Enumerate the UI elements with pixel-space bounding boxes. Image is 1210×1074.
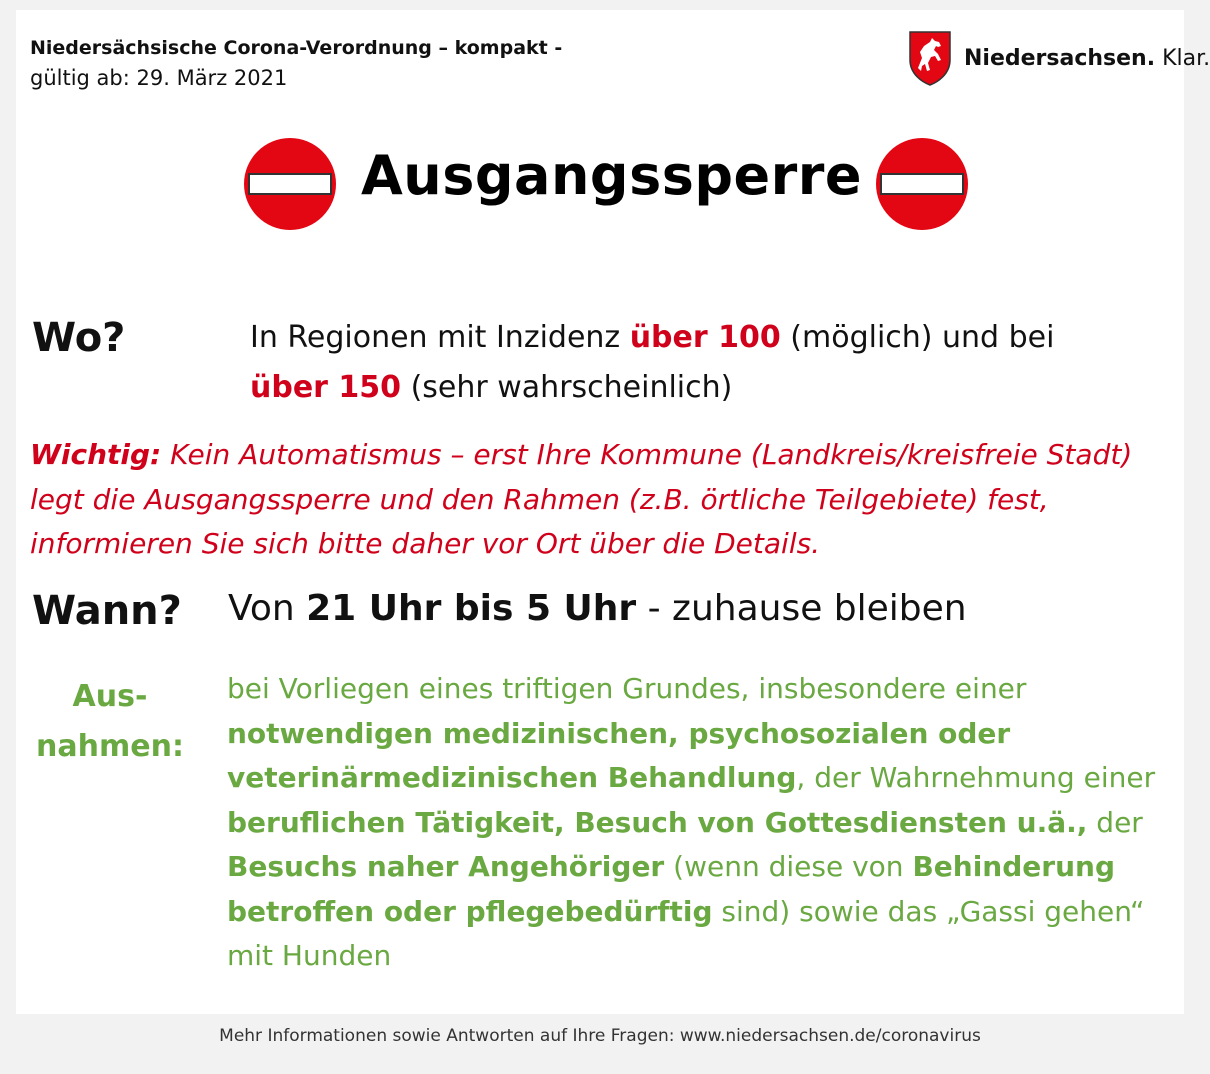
warning-label: Wichtig: — [30, 438, 162, 471]
wann-label: Wann? — [32, 588, 182, 634]
wo-text — [250, 313, 1170, 413]
wann-suffix: - zuhause bleiben — [636, 588, 967, 629]
no-entry-sign-icon — [244, 138, 336, 230]
info-card — [16, 10, 1210, 1014]
page-title: Ausgangssperre — [361, 144, 863, 207]
header-valid-date: gültig ab: 29. März 2021 — [30, 66, 288, 90]
warning-note — [30, 433, 1170, 567]
warning-text: Kein Automatismus – erst Ihre Kommune (Landkreis/kreisfreie Stadt) legt die Ausgangssperre und den Rahmen (z.B. örtliche Teilgebiete) fest, informieren Sie sich bitte daher vor Ort über die Details. — [30, 438, 1133, 560]
aus-b2: beruflichen Tätigkeit, Besuch von Gottesdiensten u.ä., — [227, 805, 1088, 839]
wo-label: Wo? — [32, 315, 126, 361]
aus-t4: (wenn diese von — [664, 850, 913, 883]
niedersachsen-logo — [908, 30, 1210, 86]
ausnahmen-text — [227, 667, 1177, 979]
ausnahmen-label — [30, 672, 190, 772]
lower-saxony-horse-shield-icon — [908, 30, 952, 86]
logo-text — [964, 46, 1210, 71]
ausnahmen-label-line2: nahmen: — [36, 729, 184, 764]
aus-t1: bei Vorliegen eines triftigen Grundes, insbesondere einer — [227, 672, 1027, 705]
title-row — [16, 130, 1184, 240]
wo-part3: (sehr wahrscheinlich) — [401, 370, 733, 405]
no-entry-sign-icon — [876, 138, 968, 230]
logo-name-light: Klar. — [1162, 45, 1210, 71]
wann-prefix: Von — [228, 588, 307, 629]
wo-part2: (möglich) und bei — [780, 320, 1055, 355]
header-title: Niedersächsische Corona-Verordnung – kompakt - — [30, 37, 563, 59]
wann-time: 21 Uhr bis 5 Uhr — [306, 588, 637, 629]
aus-b1: notwendigen medizinischen, psychosozialen oder veterinärmedizinischen Behandlung — [227, 716, 1011, 794]
aus-t3: der — [1087, 805, 1143, 839]
wo-part1: In Regionen mit Inzidenz — [250, 320, 630, 355]
logo-name-bold: Niedersachsen. — [964, 45, 1156, 71]
aus-t2: , der Wahrnehmung einer — [796, 761, 1156, 794]
aus-b3: Besuchs naher Angehöriger — [227, 850, 665, 883]
wo-highlight-100: über 100 — [629, 320, 781, 355]
footer-info: Mehr Informationen sowie Antworten auf Ihre Fragen: www.niedersachsen.de/coronavirus — [219, 1026, 981, 1046]
wo-highlight-150: über 150 — [250, 370, 402, 405]
aus-b4: Behinderung betroffen oder pflegebedürftig — [227, 850, 1115, 928]
wann-text — [228, 588, 967, 629]
ausnahmen-label-line1: Aus- — [72, 679, 148, 714]
aus-t5: sind) sowie das „Gassi gehen“ mit Hunden — [227, 894, 1145, 972]
